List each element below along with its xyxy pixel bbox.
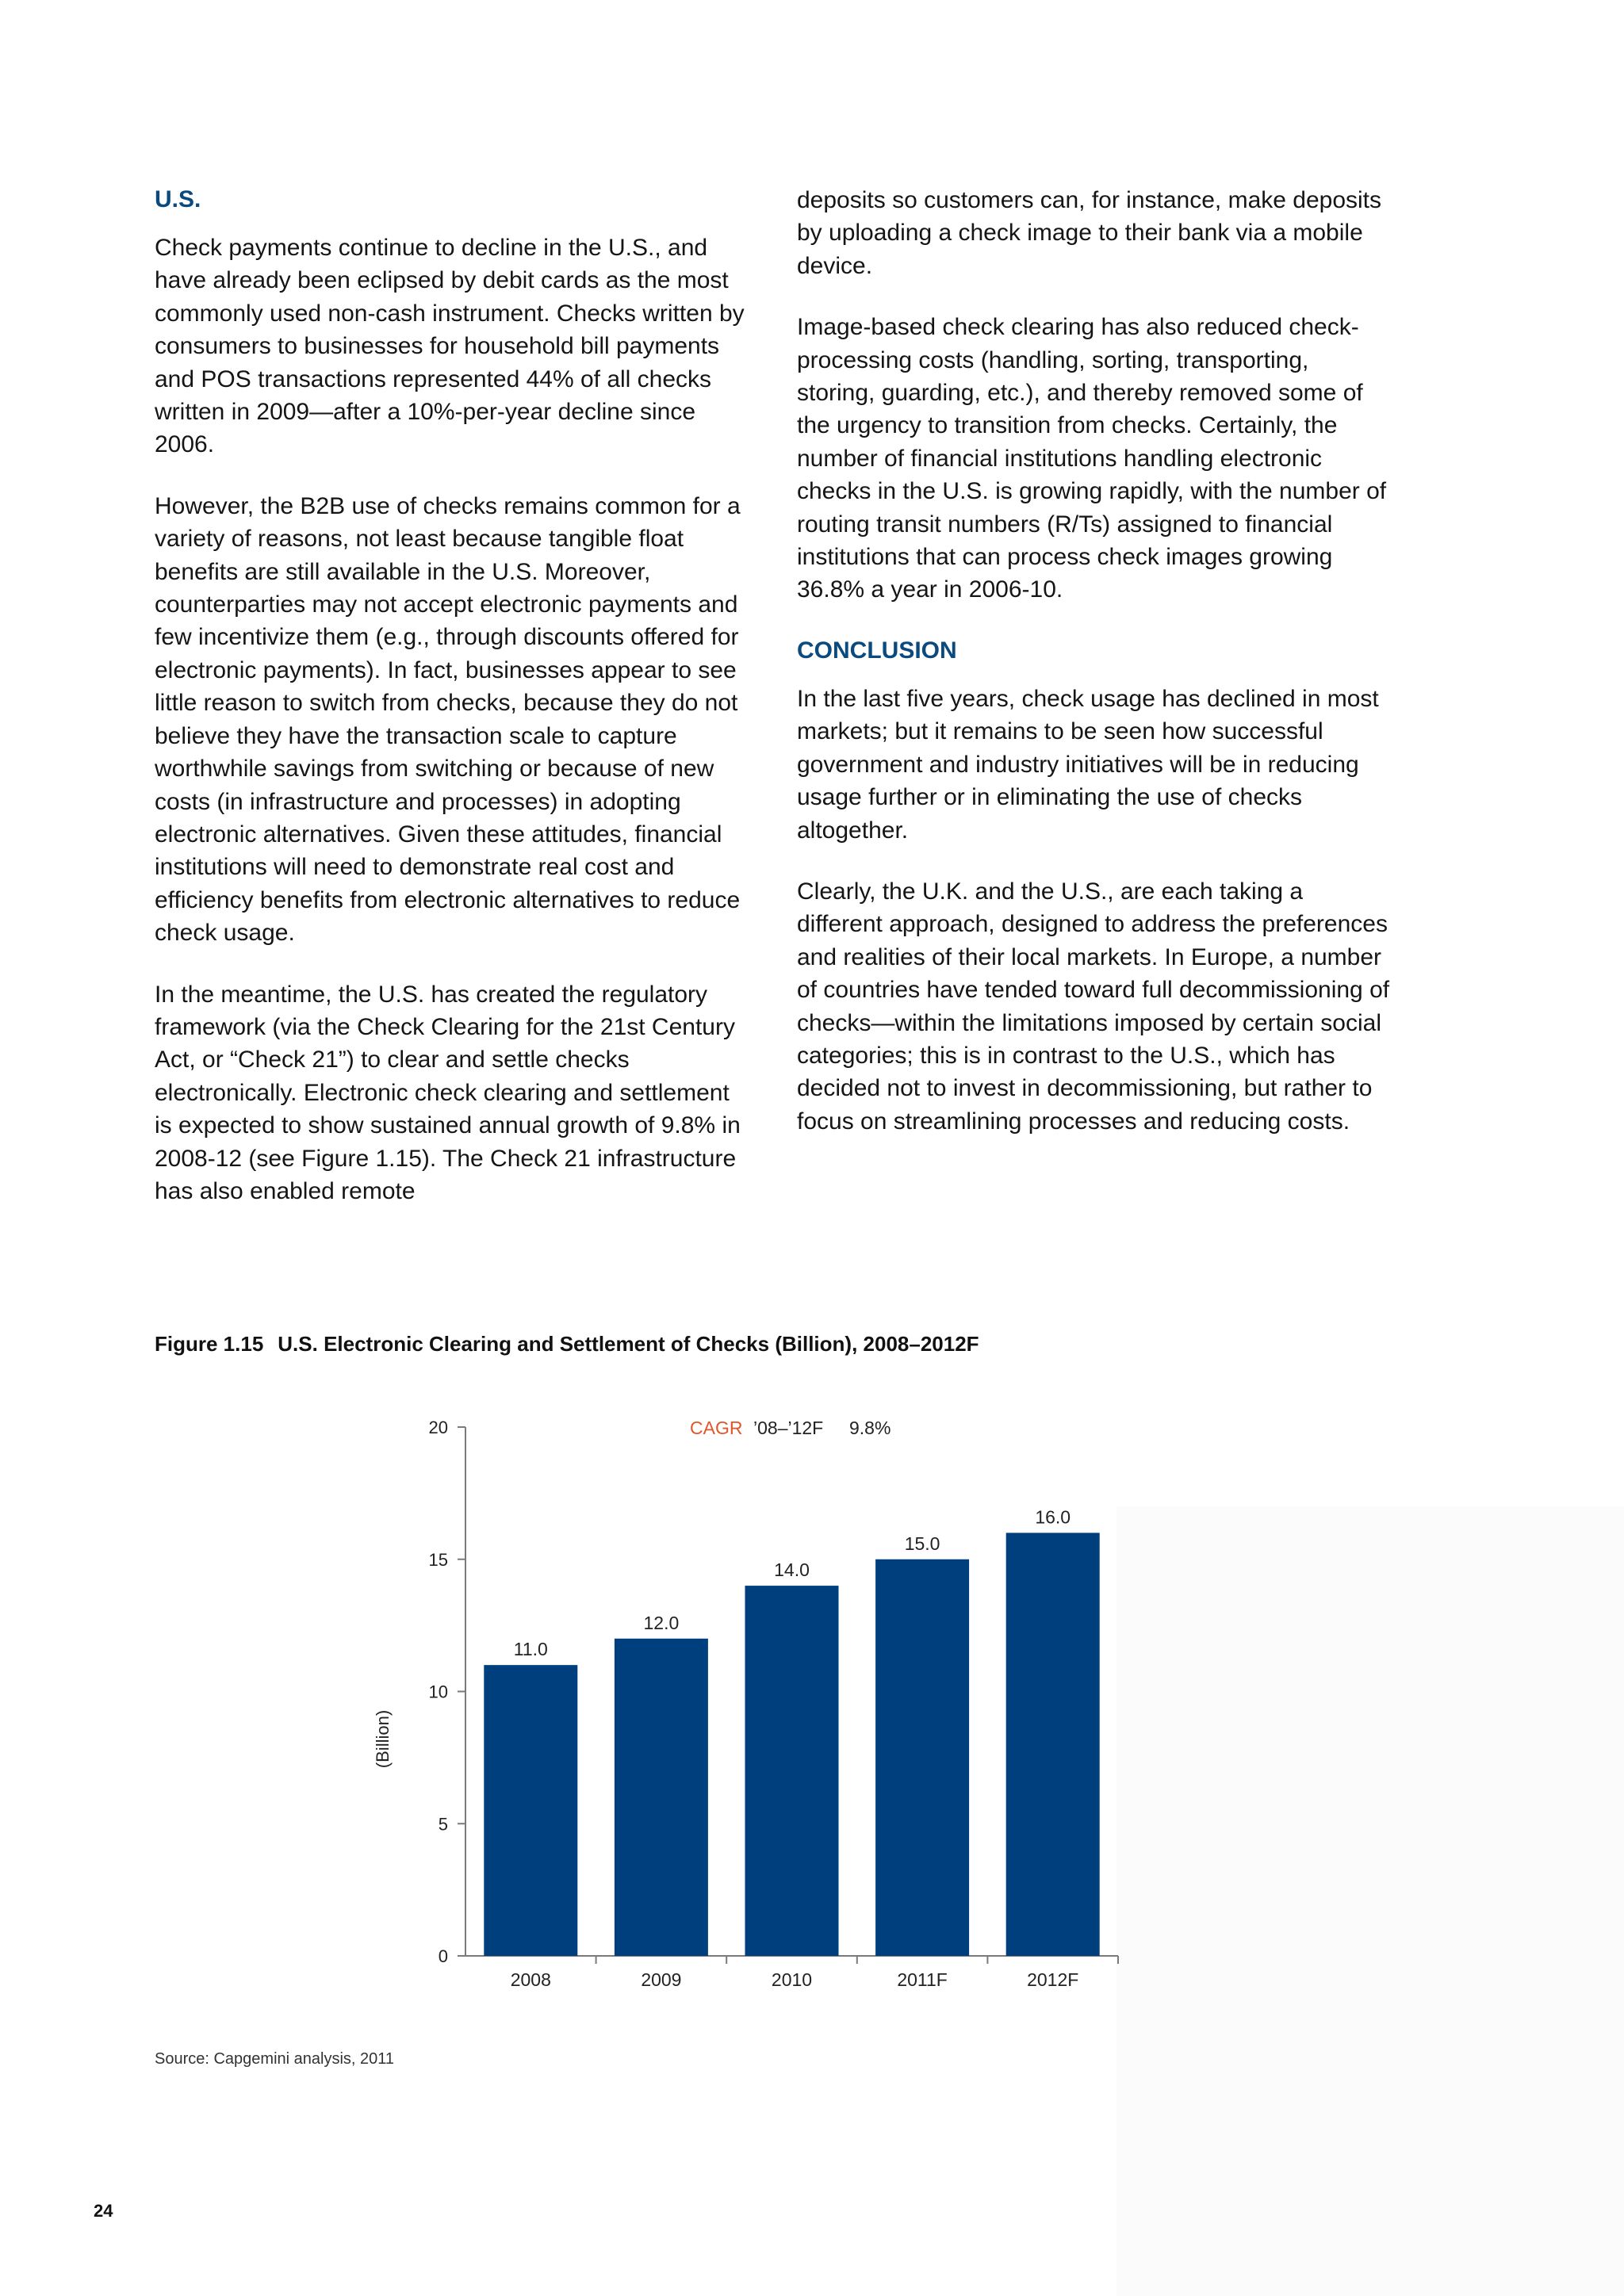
x-tick-label: 2010 [771, 1969, 813, 1990]
paragraph: Check payments continue to decline in the U.S., and have already been eclipsed by debit cards as the most commonly used non-cash instrument. Checks written by consumers to businesses for household bill payments and POS transactions represented 44% of all checks written in 2009—after a 10%-per-year decline since 2006. [155, 235, 745, 458]
bar [615, 1639, 708, 1956]
source-note: Source: Capgemini analysis, 2011 [155, 2050, 395, 2068]
section-heading-us: U.S. [155, 186, 201, 212]
figure-number: Figure 1.15 [155, 1332, 264, 1356]
figure-title-text: U.S. Electronic Clearing and Settlement of Checks (Billion), 2008–2012F [278, 1332, 979, 1356]
y-tick-label: 10 [428, 1682, 448, 1702]
cagr-period: ’08–’12F [753, 1418, 824, 1438]
paragraph: However, the B2B use of checks remains common for a variety of reasons, not least because tangible float benefits are still available in the U.S. Moreover, counterparties may not accept electronic payments and few incentivize them (e.g., through discounts offered for electronic payments). In fact, businesses appear to see little reason to switch from checks, because they do not believe they have the transaction scale to capture worthwhile savings from switching or because of new costs (in infrastructure and processes) in adopting electronic alternatives. Given these attitudes, financial institutions will need to demonstrate real cost and efficiency benefits from electronic alternatives to reduce check usage. [155, 492, 741, 947]
bar-value-label: 14.0 [774, 1559, 810, 1581]
y-axis-title: (Billion) [373, 1709, 393, 1769]
x-tick-label: 2011F [897, 1969, 948, 1990]
bar-value-label: 16.0 [1035, 1506, 1071, 1528]
y-tick-label: 0 [438, 1946, 448, 1966]
bar-value-label: 12.0 [643, 1612, 680, 1633]
paragraph: In the last five years, check usage has declined in most markets; but it remains to be seen how successful government and industry initiatives will be in reducing usage further or in eliminating the use of checks altogether. [797, 685, 1379, 844]
paragraph: deposits so customers can, for instance, make deposits by uploading a check image to their bank via a mobile device. [797, 187, 1382, 279]
paragraph: Image-based check clearing has also reduced check-processing costs (handling, sorting, transporting, storing, guarding, etc.), and thereby removed some of the urgency to transition from checks. Certainly, the number of financial institutions handling electronic checks in the U.S. is growing rapidly, with the number of routing transit numbers (R/Ts) assigned to financial institutions that can process check images growing 36.8% a year in 2006-10. [797, 314, 1387, 603]
bar [875, 1559, 969, 1956]
page-number: 24 [94, 2201, 113, 2221]
y-tick-label: 5 [438, 1814, 448, 1835]
bar [745, 1586, 839, 1956]
cagr-label: CAGR [690, 1418, 743, 1438]
paragraph: Clearly, the U.K. and the U.S., are each taking a different approach, designed to address the preferences and realities of their local markets. In Europe, a number of countries have tended toward full decommissioning of checks—within the limitations imposed by certain social categories; this is in contrast to the U.S., which has decided not to invest in decommissioning, but rather to focus on streamlining processes and reducing costs. [797, 878, 1390, 1135]
y-tick-label: 15 [428, 1549, 448, 1570]
x-tick-label: 2009 [641, 1969, 682, 1990]
cagr-rate: 9.8% [849, 1418, 891, 1438]
x-tick-label: 2012F [1027, 1969, 1079, 1990]
y-tick-label: 20 [428, 1418, 448, 1437]
bar-value-label: 11.0 [513, 1639, 548, 1660]
section-heading-conclusion: CONCLUSION [797, 637, 957, 664]
x-tick-label: 2008 [510, 1969, 551, 1990]
bar-value-label: 15.0 [904, 1533, 940, 1554]
paragraph: In the meantime, the U.S. has created the regulatory framework (via the Check Clearing for the 21st Century Act, or “Check 21”) to clear and settle checks electronically. Electronic check clearing and settlement is expected to show sustained annual growth of 9.8% in 2008-12 (see Figure 1.15). The Check 21 infrastructure has also enabled remote [155, 981, 741, 1204]
bar [1006, 1533, 1100, 1956]
bar [484, 1665, 577, 1956]
